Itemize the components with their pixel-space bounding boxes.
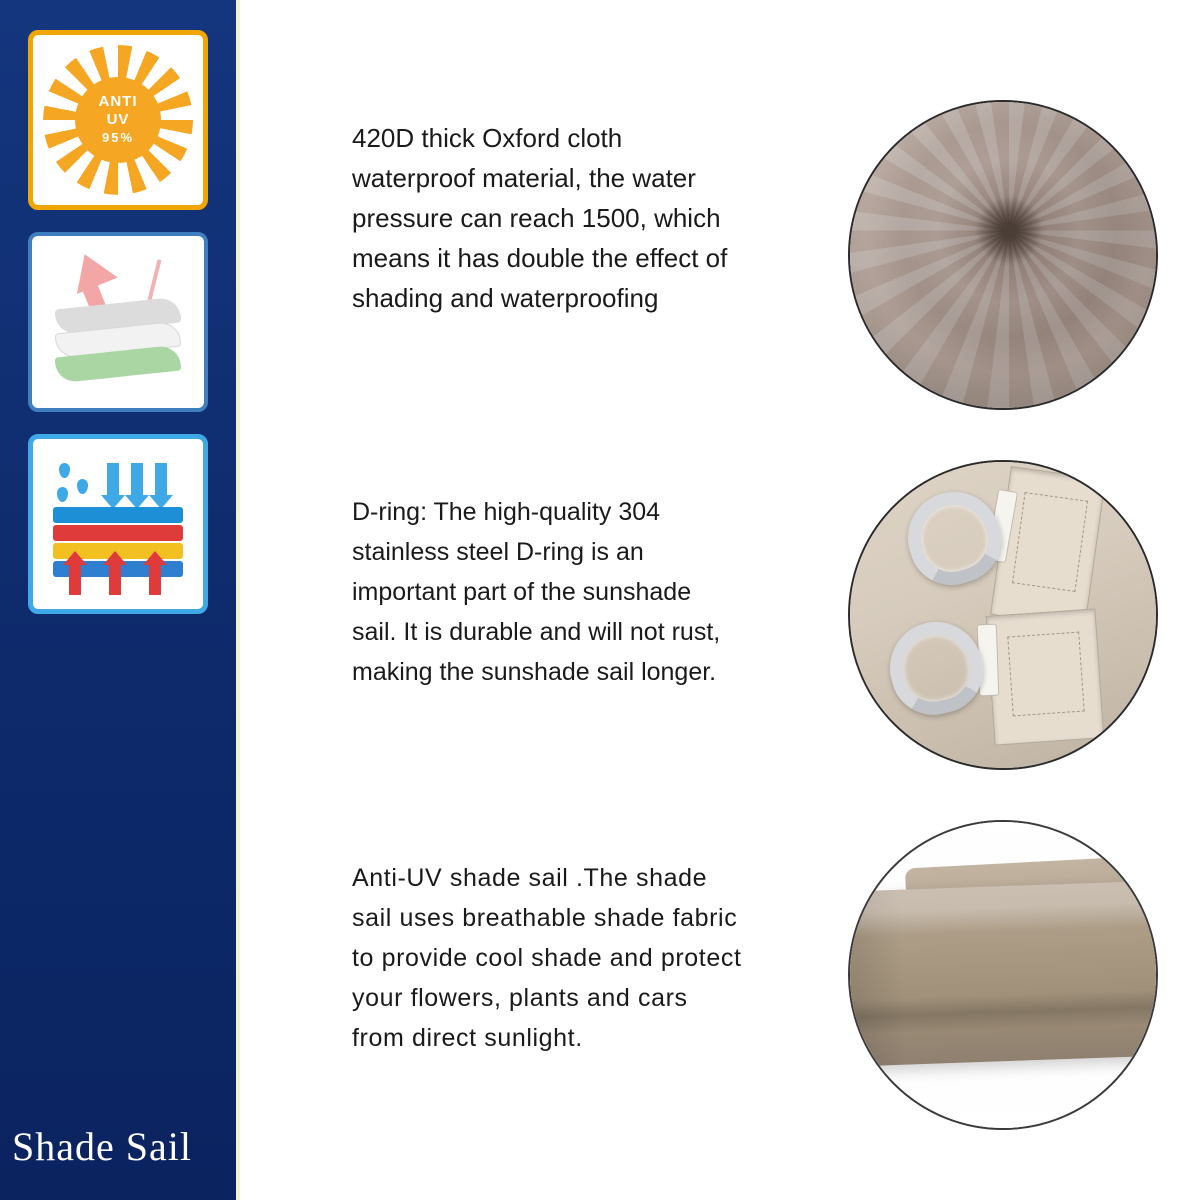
layer-red [53,525,183,541]
layer-blue-top [53,507,183,523]
water-drop-icon [57,487,68,502]
waterproof-layers-icon [43,449,193,599]
feature-row-d-ring [300,450,1180,780]
water-drop-icon [77,479,88,494]
anti-uv-sun-icon [43,45,193,195]
water-drop-icon [59,463,70,478]
feature-text-d-ring: D-ring: The high-quality 304 stainless steel D-ring is an important part of the sunshade sail. It is durable and will not rust, making the sunshade sail longer. [352,498,721,686]
sun-core [75,77,161,163]
d-ring-image [850,462,1156,768]
stitch-pattern-lower [1007,632,1084,717]
d-ring-lower [880,612,992,724]
badge-waterproof [28,434,208,614]
badge-uv-value: 95% [101,130,135,145]
up-arrow-icon [69,565,81,595]
down-arrow-icon [155,463,167,495]
sail-folded-body [848,880,1158,1066]
folded-shade-sail-photo [848,820,1158,1130]
badge-uv-subtitle: UV [106,111,130,128]
up-arrow-icon [149,565,161,595]
breathable-layers-icon [43,247,193,397]
feature-text-anti-uv: Anti-UV shade sail .The shade sail uses breathable shade fabric to provide cool shade and protect your flowers, plants and cars from direct sunlight. [352,864,742,1052]
badge-uv-title: ANTI [98,93,138,110]
badge-breathable [28,232,208,412]
badge-anti-uv [28,30,208,210]
feature-row-anti-uv [300,810,1180,1140]
brand-name: Shade Sail [12,1124,192,1169]
fabric-swirl-image [850,102,1156,408]
stitch-pattern-upper [1012,492,1088,592]
d-ring-closeup-photo [848,460,1158,770]
fabric-swirl-photo [848,100,1158,410]
panel-edge-divider [236,0,240,1200]
down-arrow-icon [107,463,119,495]
left-brand-panel [0,0,240,1200]
folded-sail-image [850,822,1156,1128]
down-arrow-icon [131,463,143,495]
feature-row-oxford-cloth [300,90,1180,420]
up-arrow-icon [109,565,121,595]
feature-text-oxford-cloth: 420D thick Oxford cloth waterproof material, the water pressure can reach 1500, which means it has double the effect of shading and waterproofing [352,123,728,313]
